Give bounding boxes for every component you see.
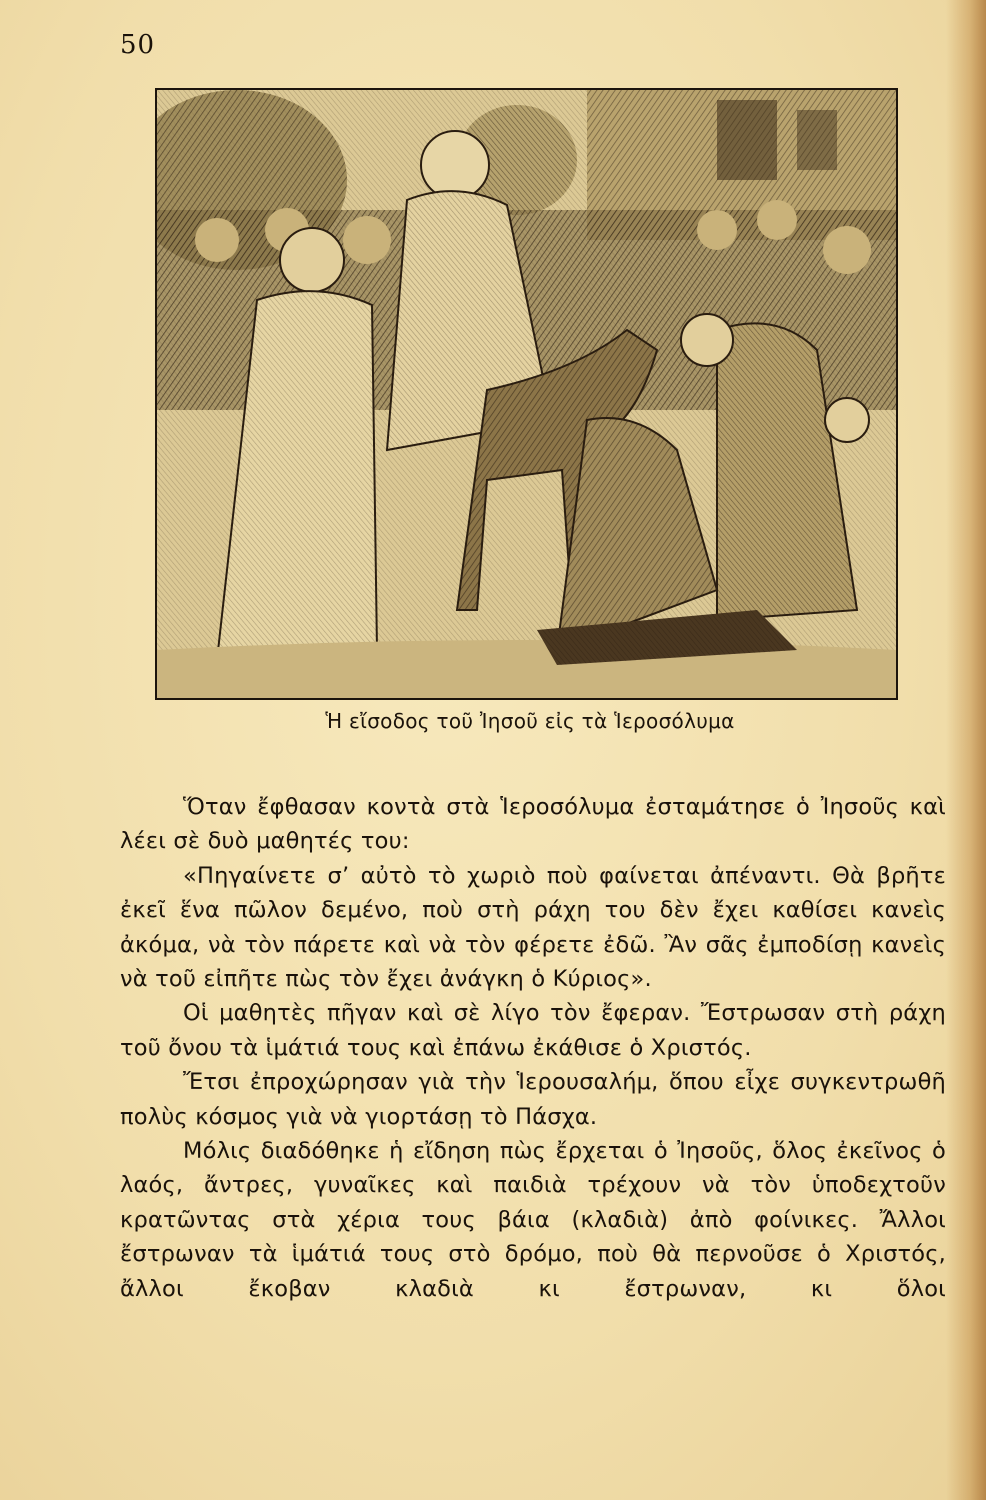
paragraph: Ἔτσι ἐπροχώρησαν γιὰ τὴν Ἱερουσαλήμ, ὅπου εἶχε συγκεντρωθῆ πολὺς κόσμος γιὰ νὰ γιορτάσῃ τὸ Πάσχα.: [120, 1069, 946, 1130]
paragraph: Μόλις διαδόθηκε ἡ εἴδηση πὼς ἔρχεται ὁ Ἰησοῦς, ὅλος ἐκεῖνος ὁ λαός, ἄντρες, γυναῖκες καὶ παιδιὰ τρέχουν νὰ τὸν ὑποδεχτοῦν κρατῶντας στὰ χέρια τους βάια (κλαδιὰ) ἀπὸ φοίνικες. Ἄλλοι ἔστρωναν τὰ ἱμάτιά τους στὸ δρόμο, ποὺ θὰ περνοῦσε ὁ Χριστός, ἄλλοι ἔκοβαν κλαδιὰ κι ἔστρωναν, κι ὅλοι: [120, 1138, 946, 1302]
page-edge-shadow: [946, 0, 986, 1500]
illustration-caption: Ἡ εἴσοδος τοῦ Ἰησοῦ εἰς τὰ Ἱεροσόλυμα: [325, 709, 735, 733]
engraving-drawing: [157, 90, 896, 698]
body-text: [120, 790, 946, 1306]
engraving-illustration: [155, 88, 898, 700]
paragraph: «Πηγαίνετε σ’ αὐτὸ τὸ χωριὸ ποὺ φαίνεται ἀπέναντι. Θὰ βρῆτε ἐκεῖ ἕνα πῶλον δεμένο, ποὺ στὴ ράχη του δὲν ἔχει καθίσει κανεὶς ἀκόμα, νὰ τὸν πάρετε καὶ νὰ τὸν φέρετε ἐδῶ. Ἂν σᾶς ἐμποδίσῃ κανεὶς νὰ τοῦ εἰπῆτε πὼς τὸν ἔχει ἀνάγκη ὁ Κύριος».: [120, 862, 946, 993]
paragraph: Ὅταν ἔφθασαν κοντὰ στὰ Ἱεροσόλυμα ἐσταμάτησε ὁ Ἰησοῦς καὶ λέει σὲ δυὸ μαθητές του:: [120, 794, 946, 855]
page-number: 50: [120, 30, 156, 60]
paragraph: Οἱ μαθητὲς πῆγαν καὶ σὲ λίγο τὸν ἔφεραν. Ἔστρωσαν στὴ ράχη τοῦ ὄνου τὰ ἱμάτιά τους καὶ ἐπάνω ἐκάθισε ὁ Χριστός.: [120, 1000, 946, 1061]
